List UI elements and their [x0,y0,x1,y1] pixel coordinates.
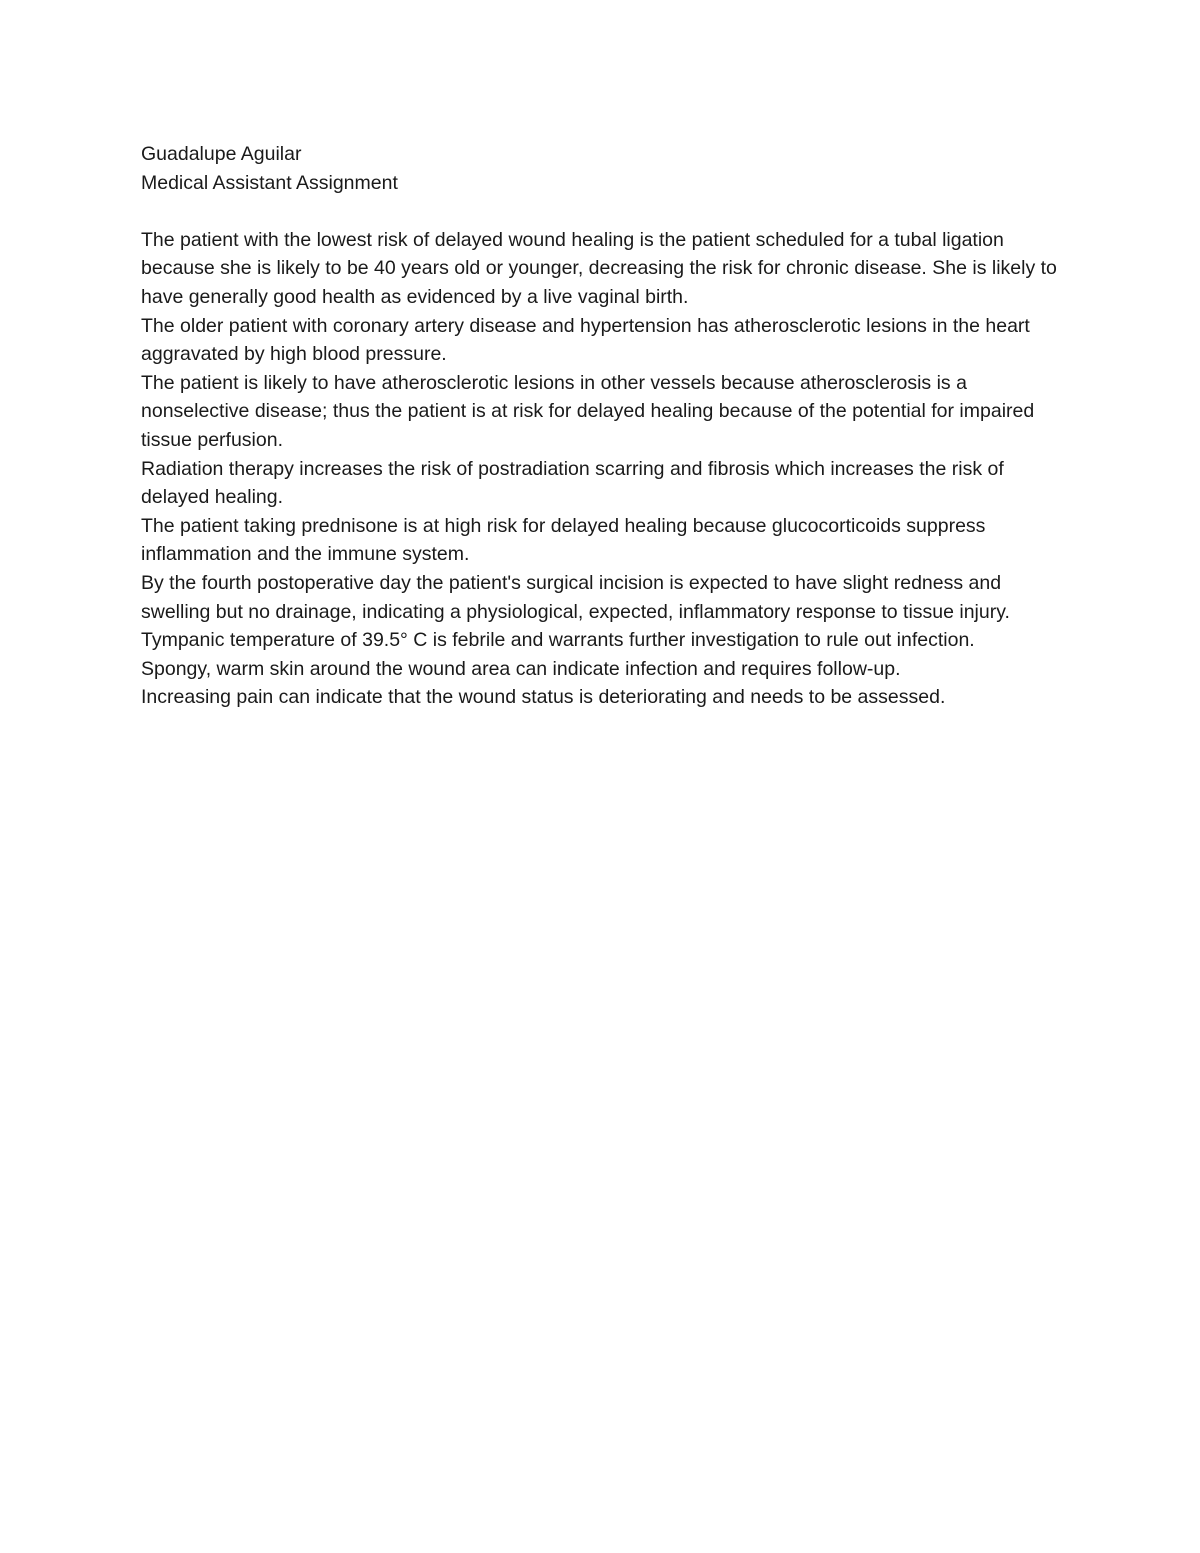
paragraph: Increasing pain can indicate that the wound status is deteriorating and needs to be assessed. [141,686,946,709]
paragraph: The older patient with coronary artery disease and hypertension has atherosclerotic lesions in the heart aggravated by high blood pressure. [141,314,1030,366]
paragraph: Radiation therapy increases the risk of postradiation scarring and fibrosis which increases the risk of delayed healing. [141,457,1004,509]
blank-line [141,197,1066,226]
paragraph: Tympanic temperature of 39.5° C is febrile and warrants further investigation to rule out infection. [141,629,975,652]
document-body [141,140,1066,712]
paragraph: The patient with the lowest risk of delayed wound healing is the patient scheduled for a tubal ligation because she is likely to be 40 years old or younger, decreasing the risk for chronic disease. She is likely to have generally good health as evidenced by a live vaginal birth. [141,228,1057,308]
paragraph: Spongy, warm skin around the wound area can indicate infection and requires follow-up. [141,657,901,680]
assignment-title: Medical Assistant Assignment [141,171,398,194]
author-name: Guadalupe Aguilar [141,143,302,165]
paragraph: The patient is likely to have atherosclerotic lesions in other vessels because atherosclerosis is a nonselective disease; thus the patient is at risk for delayed healing because of the potential for impaired tissue perfusion. [141,371,1035,451]
paragraph: The patient taking prednisone is at high risk for delayed healing because glucocorticoids suppress inflammation and the immune system. [141,514,986,566]
paragraph: By the fourth postoperative day the patient's surgical incision is expected to have slight redness and swelling but no drainage, indicating a physiological, expected, inflammatory response to tissue injury. [141,571,1010,623]
